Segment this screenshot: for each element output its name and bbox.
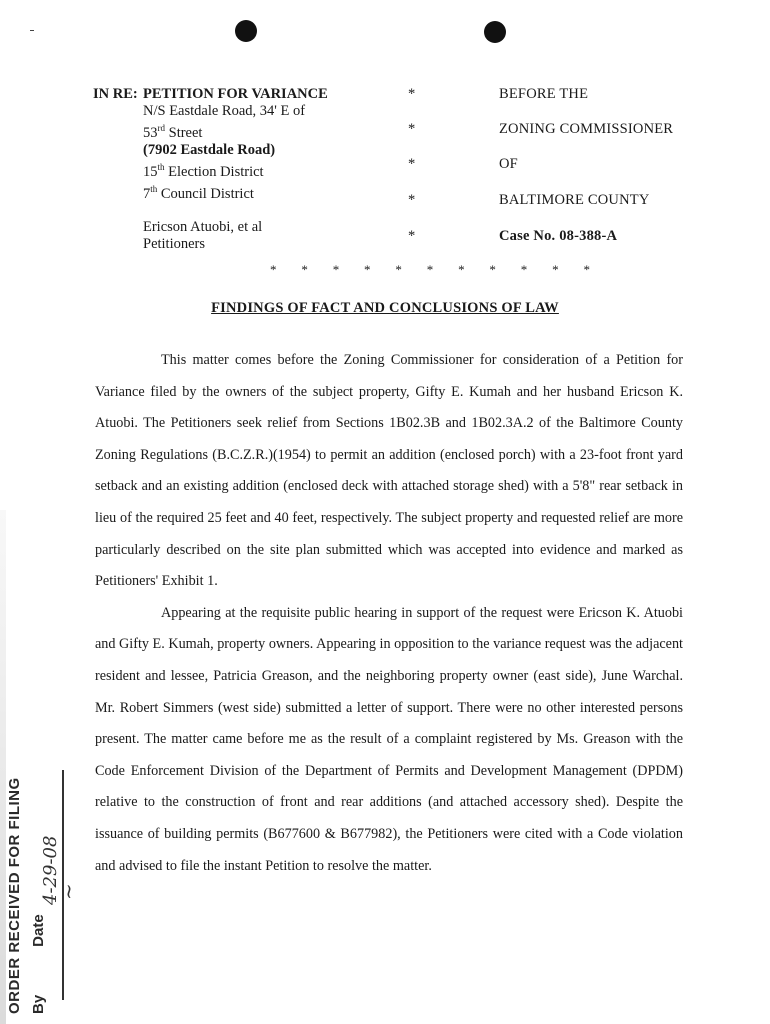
divider-star: * <box>552 262 559 277</box>
divider-star: * <box>301 262 308 277</box>
divider-star: * <box>270 262 277 277</box>
caption-right-line: ZONING COMMISSIONER <box>499 121 674 137</box>
caption-right-line: OF <box>499 156 518 172</box>
divider-star: * <box>395 262 402 277</box>
divider-star: * <box>332 262 340 277</box>
caption-star: * <box>408 228 416 244</box>
divider-star: * <box>458 262 465 277</box>
filing-stamp-labels <box>30 914 47 1014</box>
body-text <box>95 345 683 882</box>
divider-star: * <box>489 262 496 277</box>
stamp-date-label: Date <box>30 914 47 947</box>
case-caption <box>93 86 733 256</box>
caption-star: * <box>408 121 416 137</box>
caption-right-line: Case No. 08-388-A <box>499 228 618 244</box>
caption-left-line: 7th Council District <box>143 183 254 202</box>
document-title: FINDINGS OF FACT AND CONCLUSIONS OF LAW <box>211 300 559 316</box>
scan-mark <box>30 30 34 31</box>
in-re-label: IN RE: <box>93 86 138 102</box>
punch-hole-right <box>484 21 506 43</box>
paragraph-1: This matter comes before the Zoning Commissioner for consideration of a Petition for Variance filed by the owners of the subject property, Gifty E. Kumah and her husband Ericson K. Atuobi. The Petitioners seek relief from Sections 1B02.3B and 1B02.3A.2 of the Baltimore County Zoning Regulations (B.C.Z.R.)(1954) to permit an addition (enclosed porch) with a 23-foot front yard setback and an existing addition (enclosed deck with attached storage shed) with a 5'8" rear setback in lieu of the required 25 feet and 40 feet, respectively. The subject property and requested relief are more particularly described on the site plan submitted which was accepted into evidence and marked as Petitioners' Exhibit 1. <box>95 352 683 590</box>
caption-right-line: BALTIMORE COUNTY <box>499 192 650 208</box>
caption-left-line: Petitioners <box>143 236 206 253</box>
caption-star: * <box>408 86 416 102</box>
caption-left-lines <box>143 86 328 253</box>
caption-left-line: N/S Eastdale Road, 34' E of <box>143 103 306 119</box>
caption-left-line: PETITION FOR VARIANCE <box>143 86 328 102</box>
caption-right-line: BEFORE THE <box>499 86 589 102</box>
caption-star: * <box>408 192 416 208</box>
divider-star: * <box>364 262 371 277</box>
caption-star: * <box>408 156 416 172</box>
divider-star: * <box>583 262 590 277</box>
caption-left-line <box>143 202 328 219</box>
star-divider <box>270 262 590 278</box>
punch-hole-left <box>235 20 257 42</box>
caption-left-line: 15th Election District <box>143 161 264 180</box>
caption-left-line: 53rd Street <box>143 123 203 141</box>
stamp-initials-handwritten: ~ <box>56 883 80 900</box>
divider-star: * <box>520 262 528 277</box>
caption-left-line: (7902 Eastdale Road) <box>143 141 276 158</box>
filing-stamp-heading: ORDER RECEIVED FOR FILING <box>6 777 23 1014</box>
caption-left-line: Ericson Atuobi, et al <box>143 219 263 236</box>
stamp-date-handwritten: 4-29-08 <box>40 835 61 905</box>
divider-star: * <box>426 262 434 277</box>
paragraph-2: Appearing at the requisite public hearing in support of the request were Ericson K. Atuobi and Gifty E. Kumah, property owners. Appearing in opposition to the variance request was the adjacent resident and lessee, Patricia Greason, and the neighboring property owner (east side), June Warchal. Mr. Robert Simmers (west side) submitted a letter of support. There were no other interested persons present. The matter came before me as the result of a complaint registered by Ms. Greason with the Code Enforcement Division of the Department of Permits and Development Management (DPDM) relative to the construction of front and rear additions (and attached accessory shed). Despite the issuance of building permits (B677600 & B677982), the Petitioners were cited with a Code violation and advised to file the instant Petition to resolve the matter. <box>95 604 683 874</box>
stamp-by-label: By <box>30 994 47 1014</box>
